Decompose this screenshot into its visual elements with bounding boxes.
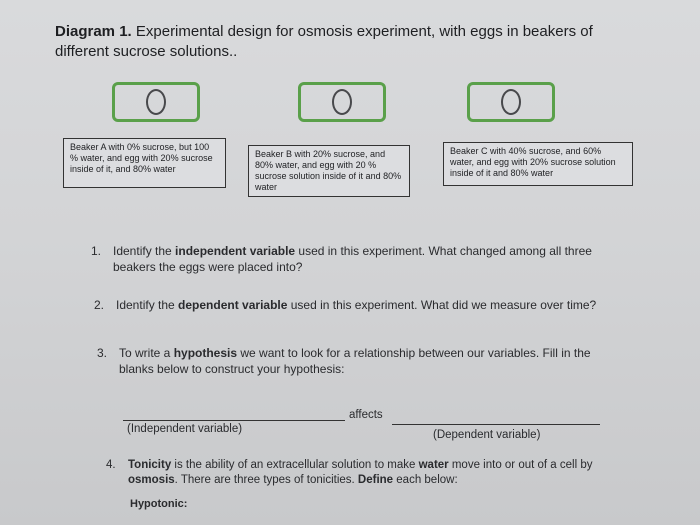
q4-osmosis: osmosis xyxy=(128,474,175,486)
q4-text-3: . There are three types of tonicities. xyxy=(174,474,358,486)
question-1-number: 1. xyxy=(91,244,102,258)
diagram-title xyxy=(55,22,635,62)
beaker-c-egg-box xyxy=(467,82,555,122)
question-1-post: used in this experiment. What changed among all three beakers the eggs were placed into? xyxy=(113,244,592,274)
egg-a-icon xyxy=(146,89,166,115)
beaker-a-egg-box xyxy=(112,82,200,122)
question-2 xyxy=(94,297,616,313)
question-3-number: 3. xyxy=(97,346,108,360)
q4-text-1: is the ability of an extracellular solution to make xyxy=(171,459,419,471)
question-1-pre: Identify the xyxy=(113,244,176,258)
question-3 xyxy=(97,345,619,377)
dependent-variable-caption: (Dependent variable) xyxy=(433,429,541,441)
egg-c-icon xyxy=(501,89,521,115)
question-3-post: we want to look for a relationship between our variables. Fill in the blanks below to construct your hypothesis: xyxy=(119,346,591,376)
egg-b-icon xyxy=(332,89,352,115)
question-2-number: 2. xyxy=(94,298,105,312)
independent-variable-caption: (Independent variable) xyxy=(127,423,243,435)
question-2-post: used in this experiment. What did we measure over time? xyxy=(287,298,597,312)
question-1-bold: independent variable xyxy=(175,244,296,258)
question-3-bold: hypothesis xyxy=(173,346,238,360)
question-4-number: 4. xyxy=(106,459,116,471)
q4-tonicity: Tonicity xyxy=(128,459,172,471)
q4-text-4: each below: xyxy=(393,474,458,486)
independent-variable-blank[interactable] xyxy=(123,420,345,421)
question-3-pre: To write a xyxy=(119,346,174,360)
beaker-c-label: Beaker C with 40% sucrose, and 60% water, and egg with 20% sucrose solution inside of it and 80% water xyxy=(443,142,633,186)
diagram-label: Diagram 1. xyxy=(55,23,132,40)
diagram-caption: Experimental design for osmosis experiment, with eggs in beakers of different sucrose solutions.. xyxy=(55,23,593,60)
beaker-b-egg-box xyxy=(298,82,386,122)
question-4 xyxy=(106,458,608,488)
beaker-a-label: Beaker A with 0% sucrose, but 100 % water, and egg with 20% sucrose inside of it, and 80% water xyxy=(63,138,226,188)
dependent-variable-blank[interactable] xyxy=(392,424,600,425)
affects-word: affects xyxy=(349,409,383,421)
question-2-pre: Identify the xyxy=(116,298,179,312)
q4-text-2: move into or out of a cell by xyxy=(448,459,593,471)
q4-define: Define xyxy=(357,474,394,486)
beaker-b-label: Beaker B with 20% sucrose, and 80% water, and egg with 20 % sucrose solution inside of it and 80% water xyxy=(248,145,410,197)
q4-water: water xyxy=(418,459,449,471)
question-2-bold: dependent variable xyxy=(178,298,288,312)
hypotonic-label: Hypotonic: xyxy=(130,498,188,510)
question-1 xyxy=(91,243,613,275)
